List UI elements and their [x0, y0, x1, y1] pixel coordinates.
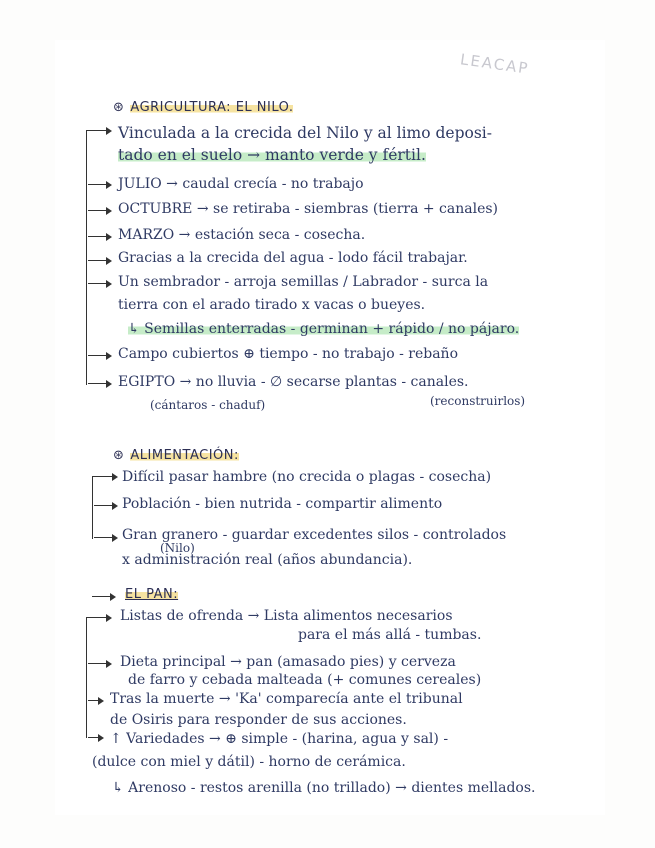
bracket-line — [86, 617, 95, 738]
text-line: MARZO → estación seca - cosecha. — [118, 227, 366, 243]
text-line: Tras la muerte → 'Ka' comparecía ante el tribunal — [110, 691, 463, 707]
text-line: Dieta principal → pan (amasado pies) y cerveza — [120, 654, 456, 670]
arrow-icon — [88, 355, 110, 356]
text-line: Vinculada a la crecida del Nilo y al limo deposi- — [118, 124, 492, 142]
arrow-icon — [88, 283, 110, 284]
arrow-icon — [88, 184, 110, 185]
text-line: tierra con el arado tirado x vacas o bueyes. — [118, 297, 426, 313]
text-line: de farro y cebada malteada (+ comunes cereales) — [128, 672, 482, 688]
arrow-icon — [100, 476, 116, 477]
text-line: ↑ Variedades → ⊕ simple - (harina, agua y sal) - — [110, 731, 449, 747]
bracket-line — [92, 476, 101, 539]
text-line: Listas de ofrenda → Lista alimentos necesarios — [120, 608, 453, 624]
arrow-icon — [92, 596, 114, 597]
arrow-icon — [88, 737, 102, 738]
section-alimentacion-heading — [113, 448, 239, 463]
arrow-icon — [88, 383, 110, 384]
text-line: ↳ Semillas enterradas - germinan + rápido / no pájaro. — [128, 321, 520, 337]
section-title: AGRICULTURA: EL NILO. — [130, 100, 294, 115]
text-line: OCTUBRE → se retiraba - siembras (tierra + canales) — [118, 201, 499, 217]
bracket-line — [86, 130, 95, 385]
arrow-icon — [88, 236, 110, 237]
text-note: (reconstruirlos) — [430, 394, 526, 408]
section-title: EL PAN: — [125, 587, 179, 602]
star-bullet-icon: ⊛ — [113, 448, 125, 463]
text-note: (cántaros - chaduf) — [150, 398, 266, 412]
arrow-icon — [94, 505, 116, 506]
arrow-icon — [88, 260, 110, 261]
text-line: Campo cubiertos ⊕ tiempo - no trabajo - rebaño — [118, 346, 459, 362]
arrow-icon — [94, 617, 110, 618]
text-line: EGIPTO → no lluvia - ∅ secarse plantas - canales. — [118, 374, 469, 390]
arrow-icon — [88, 210, 110, 211]
arrow-icon — [88, 700, 102, 701]
star-bullet-icon: ⊛ — [113, 100, 125, 115]
bleed-through-text: LEACAP — [459, 50, 531, 78]
arrow-icon — [88, 663, 110, 664]
text-line: x administración real (años abundancia). — [122, 552, 413, 568]
text-line: Población - bien nutrida - compartir alimento — [122, 496, 443, 512]
text-line: JULIO → caudal crecía - no trabajo — [118, 176, 364, 192]
text-line: Gran granero - guardar excedentes silos - controlados — [122, 527, 507, 543]
text-line: tado en el suelo → manto verde y fértil. — [118, 146, 426, 164]
text-line: (dulce con miel y dátil) - horno de cerámica. — [92, 754, 406, 770]
text-line: ↳ Arenoso - restos arenilla (no trillado) → dientes mellados. — [112, 780, 536, 796]
arrow-icon — [94, 537, 116, 538]
section-agricultura-heading — [113, 100, 293, 115]
section-pan-heading — [125, 587, 178, 602]
arrow-icon — [94, 130, 110, 131]
text-line: para el más allá - tumbas. — [298, 627, 482, 643]
text-note: (Nilo) — [160, 541, 195, 555]
text-line: Gracias a la crecida del agua - lodo fácil trabajar. — [118, 250, 468, 266]
section-title: ALIMENTACIÓN: — [130, 448, 239, 463]
text-line: Difícil pasar hambre (no crecida o plagas - cosecha) — [122, 469, 492, 485]
text-line: Un sembrador - arroja semillas / Labrador - surca la — [118, 274, 489, 290]
text-line: de Osiris para responder de sus acciones. — [110, 712, 407, 728]
